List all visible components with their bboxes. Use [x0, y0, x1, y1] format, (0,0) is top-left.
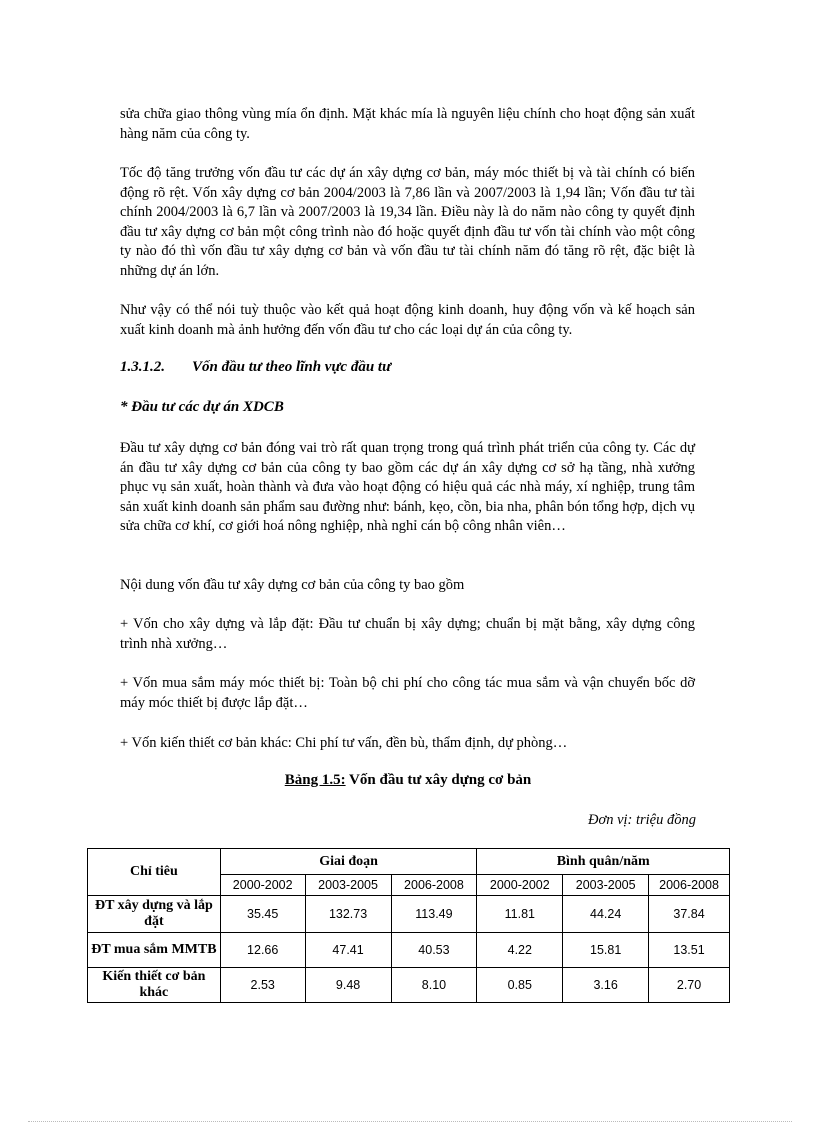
paragraph-7: + Vốn mua sắm máy móc thiết bị: Toàn bộ chi phí cho công tác mua sắm và vận chuyển bốc dỡ máy móc thiết bị được lắp đặt…: [120, 675, 695, 711]
section-number: 1.3.1.2.: [120, 359, 165, 375]
paragraph-6: + Vốn cho xây dựng và lắp đặt: Đầu tư chuẩn bị xây dựng; chuẩn bị mặt bằng, xây dựng công trình nhà xưởng…: [120, 616, 695, 652]
section-title: Vốn đầu tư theo lĩnh vực đầu tư: [192, 359, 392, 375]
paragraph-4: Đầu tư xây dựng cơ bản đóng vai trò rất quan trọng trong quá trình phát triển của công ty. Các dự án đầu tư xây dựng cơ bản của công ty bao gồm các dự án xây dựng cơ sở hạ tầng, nhà xưởng phục vụ sản xuất, hoàn thành và đưa vào hoạt động có hiệu quả các nhà máy, xí nghiệp, trung tâm sản xuất kinh doanh sản phẩm sau đường như: bánh, kẹo, cồn, bia nha, phân bón tổng hợp, dịch vụ sửa chữa cơ khí, cơ giới hoá nông nghiệp, nhà nghỉ cán bộ công nhân viên…: [120, 440, 695, 535]
row-label: ĐT mua sắm MMTB: [88, 933, 221, 968]
paragraph-2: Tốc độ tăng trưởng vốn đầu tư các dự án xây dựng cơ bản, máy móc thiết bị và tài chính có biến động rõ rệt. Vốn xây dựng cơ bản 2004/2003 là 7,86 lần và 2007/2003 là 1,94 lần; Vốn đầu tư tài chính 2004/2003 là 6,7 lần và 2007/2003 là 19,34 lần. Điều này là do năm nào công ty quyết định đầu tư xây dựng cơ bản một công trình nào đó hoặc quyết định đầu tư vốn tài chính vào một công ty nào đó thì vốn đầu tư xây dựng cơ bản và vốn đầu tư tài chính năm đó tăng rõ rệt, đặc biệt là những dự án lớn.: [120, 165, 695, 279]
table-cell: 11.81: [477, 896, 563, 933]
table-cell: 4.22: [477, 933, 563, 968]
header-binh-quan: Bình quân/năm: [477, 849, 730, 875]
table-cell: 37.84: [649, 896, 730, 933]
table-cell: 13.51: [649, 933, 730, 968]
year-header: 2000-2002: [220, 875, 305, 896]
section-heading: [120, 359, 391, 376]
table-cell: 35.45: [220, 896, 305, 933]
table-row: [88, 968, 730, 1003]
paragraph-5: Nội dung vốn đầu tư xây dựng cơ bản của công ty bao gồm: [120, 577, 465, 593]
subsection-heading: * Đầu tư các dự án XDCB: [120, 399, 284, 415]
table-cell: 12.66: [220, 933, 305, 968]
row-label: Kiến thiết cơ bản khác: [88, 968, 221, 1003]
paragraph-3: Như vậy có thể nói tuỳ thuộc vào kết quả hoạt động kinh doanh, huy động vốn và kế hoạch sản xuất kinh doanh mà ảnh hưởng đến vốn đầu tư cho các loại dự án của công ty.: [120, 302, 695, 338]
table-cell: 47.41: [305, 933, 391, 968]
header-chi-tieu: Chỉ tiêu: [88, 849, 221, 896]
table-caption-text: Vốn đầu tư xây dựng cơ bản: [345, 772, 532, 788]
header-giai-doan: Giai đoạn: [220, 849, 477, 875]
table-cell: 15.81: [563, 933, 649, 968]
table-cell: 9.48: [305, 968, 391, 1003]
table-cell: 132.73: [305, 896, 391, 933]
year-header: 2003-2005: [563, 875, 649, 896]
table-caption: [0, 772, 816, 789]
table-cell: 2.53: [220, 968, 305, 1003]
table-row: [88, 896, 730, 933]
investment-table: [87, 848, 730, 1003]
table-cell: 113.49: [391, 896, 477, 933]
year-header: 2006-2008: [391, 875, 477, 896]
page-bottom-divider: [28, 1121, 792, 1122]
table-caption-label: Bảng 1.5:: [284, 772, 346, 788]
table-unit: Đơn vị: triệu đồng: [587, 812, 696, 828]
table-cell: 2.70: [649, 968, 730, 1003]
table-cell: 0.85: [477, 968, 563, 1003]
table-cell: 44.24: [563, 896, 649, 933]
year-header: 2003-2005: [305, 875, 391, 896]
table-cell: 8.10: [391, 968, 477, 1003]
table-cell: 40.53: [391, 933, 477, 968]
table-row: [88, 933, 730, 968]
row-label: ĐT xây dựng và lắp đặt: [88, 896, 221, 933]
year-header: 2000-2002: [477, 875, 563, 896]
year-header: 2006-2008: [649, 875, 730, 896]
paragraph-8: + Vốn kiến thiết cơ bản khác: Chi phí tư vấn, đền bù, thẩm định, dự phòng…: [120, 735, 568, 751]
paragraph-1: sửa chữa giao thông vùng mía ổn định. Mặt khác mía là nguyên liệu chính cho hoạt động sản xuất hàng năm của công ty.: [120, 106, 695, 142]
table-cell: 3.16: [563, 968, 649, 1003]
